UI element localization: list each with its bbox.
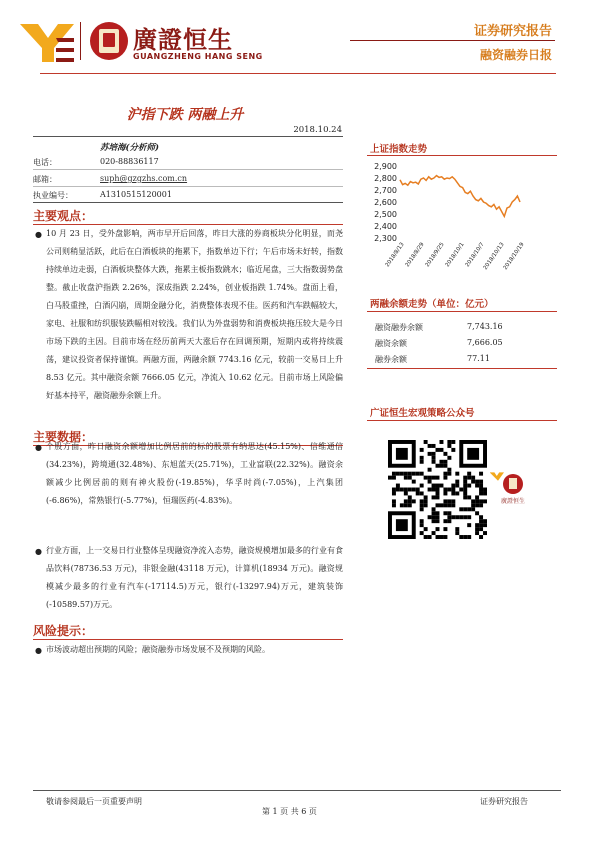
sidebar-rule <box>367 368 557 369</box>
bullet-icon: ● <box>35 443 42 452</box>
email-label: 邮箱： <box>33 175 57 184</box>
x-tick-label: 2018/8/13 <box>384 241 406 269</box>
company-name-cn: 廣證恒生 <box>133 26 233 54</box>
y-tick-label: 2,500 <box>374 210 397 219</box>
data-paragraph-industries: 行业方面，上一交易日行业整体呈现融资净流入态势，融资规模增加最多的行业有食品饮料(78736.53 万元)，非银金融(43118 万元)，计算机(18934 万元)。融资规模减少最多的行业有汽车(-17114.5)万元，银行(-13297.94)万元，建筑装饰(-10589.57)万元。 <box>46 546 343 609</box>
section-rule <box>33 639 343 640</box>
document-title: 沪指下跌 两融上升 <box>126 107 244 123</box>
page-number: 第 1 页 共 6 页 <box>262 807 317 816</box>
data-paragraph-stocks: 个股方面，昨日融资余额增加比例居前的标的股票有纳思达(45.15%)、信维通信(34.23%)，跨境通(32.48%)、东旭蓝天(25.71%)，工业富联(22.32%)。融资余额减少比例居前的则有神火股份(-19.85%)，华孚时尚(-7.05%)，上汽集团(-6.86%)，常熟银行(-5.77%)，恒瑞医药(-4.83%)。 <box>46 442 343 505</box>
header-rule <box>40 73 556 74</box>
sidebar-rule <box>367 311 557 312</box>
cert-label: 执业编号： <box>33 191 73 200</box>
balance-label: 融券余额 <box>375 355 407 364</box>
balance-row <box>367 334 557 350</box>
footer-disclaimer: 敬请参阅最后一页重要声明 <box>46 797 142 806</box>
balance-heading: 两融余额走势（单位：亿元） <box>370 299 494 310</box>
x-tick-label: 2018/10/7 <box>464 241 486 269</box>
sidebar-rule <box>367 420 557 421</box>
balance-label: 融资余额 <box>375 339 407 348</box>
bullet-icon: ● <box>35 230 42 239</box>
phone-label: 电话： <box>33 158 57 167</box>
phone-value: 020-88836117 <box>100 157 159 166</box>
index-series-line <box>400 176 520 217</box>
y-tick-label: 2,900 <box>374 162 397 171</box>
footer-rule <box>33 790 561 791</box>
balance-value: 7,666.05 <box>467 338 503 347</box>
company-logo-icon <box>18 18 76 66</box>
meta-rule <box>33 202 343 203</box>
email-link[interactable]: suph@gzgzhs.com.cn <box>100 174 188 183</box>
x-tick-label: 2018/10/1 <box>444 241 466 269</box>
report-type: 证券研究报告 <box>473 24 552 39</box>
cert-value: A1310515120001 <box>100 190 172 199</box>
company-name-en: GUANGZHENG HANG SENG <box>133 52 263 61</box>
balance-label: 融资融券余额 <box>375 323 423 332</box>
balance-row <box>367 350 557 366</box>
balance-value: 77.11 <box>467 354 490 363</box>
bullet-icon: ● <box>35 646 42 655</box>
wechat-heading: 广证恒生宏观策略公众号 <box>370 408 475 419</box>
balance-value: 7,743.16 <box>467 322 503 331</box>
seal-logo-icon <box>90 22 128 60</box>
bullet-icon: ● <box>35 547 42 556</box>
report-subtype: 融资融券日报 <box>479 48 552 62</box>
meta-rule <box>33 169 343 170</box>
index-chart-heading: 上证指数走势 <box>370 144 428 155</box>
risk-paragraph: 市场波动超出预期的风险；融资融券市场发展不及预期的风险。 <box>46 645 270 654</box>
meta-rule <box>33 186 343 187</box>
x-tick-label: 2018/9/25 <box>424 241 446 269</box>
x-tick-label: 2018/10/19 <box>502 241 526 272</box>
title-rule <box>33 136 343 137</box>
qr-logo-text: 廣證恒生 <box>500 498 525 505</box>
sidebar-rule <box>367 155 557 156</box>
balance-row <box>367 318 557 334</box>
logo-separator <box>80 22 81 60</box>
y-tick-label: 2,700 <box>374 186 397 195</box>
x-tick-label: 2018/10/13 <box>482 241 506 272</box>
y-tick-label: 2,800 <box>374 174 397 183</box>
index-line-chart <box>362 158 562 278</box>
footer-label: 证券研究报告 <box>480 797 528 806</box>
views-heading: 主要观点： <box>33 209 94 223</box>
views-paragraph: 10 月 23 日，受外盘影响，两市早开后回落，昨日大涨的券商板块分化明显，而尧公司则稍显活跃，此后在白酒板块的拖累下，指数单边下行；午后市场未好转，指数持续单边走弱，白酒板块整体大跌，拖累主板指数跳水；临近尾盘，三大指数弱势盘整。截止收盘沪指跌 2.26%，深成指跌 2.24%，创业板指跌 1.74%。盘面上看，白马股重挫，白酒闪崩，周期金融分化，消费整体表现不佳。医药和汽车跌幅较大，家电、社服和纺织服装跌幅相对较浅。我们认为外盘弱势和消费板块拖压较大是今日市场下跌的主因。目前市场在经历前两天大涨后存在回调预期，短期内或将持续震荡，建议投资者保持谨慎。两融方面，两融余额 7743.16 亿元，较前一交易日上升 8.53 亿元。其中融资余额 7666.05 亿元，净流入 10.62 亿元。目前市场上风险偏好基本持平，融资融券余额上升。 <box>46 229 343 400</box>
x-tick-label: 2018/8/29 <box>404 241 426 269</box>
header-divider <box>350 40 555 41</box>
y-tick-label: 2,400 <box>374 222 397 231</box>
y-tick-label: 2,300 <box>374 234 397 243</box>
qr-code-icon[interactable] <box>388 440 487 539</box>
data-heading: 主要数据： <box>33 430 94 444</box>
risk-heading: 风险提示： <box>33 624 94 638</box>
report-date: 2018.10.24 <box>293 125 342 135</box>
y-tick-label: 2,600 <box>374 198 397 207</box>
analyst-name: 苏培海(分析师) <box>100 143 160 153</box>
